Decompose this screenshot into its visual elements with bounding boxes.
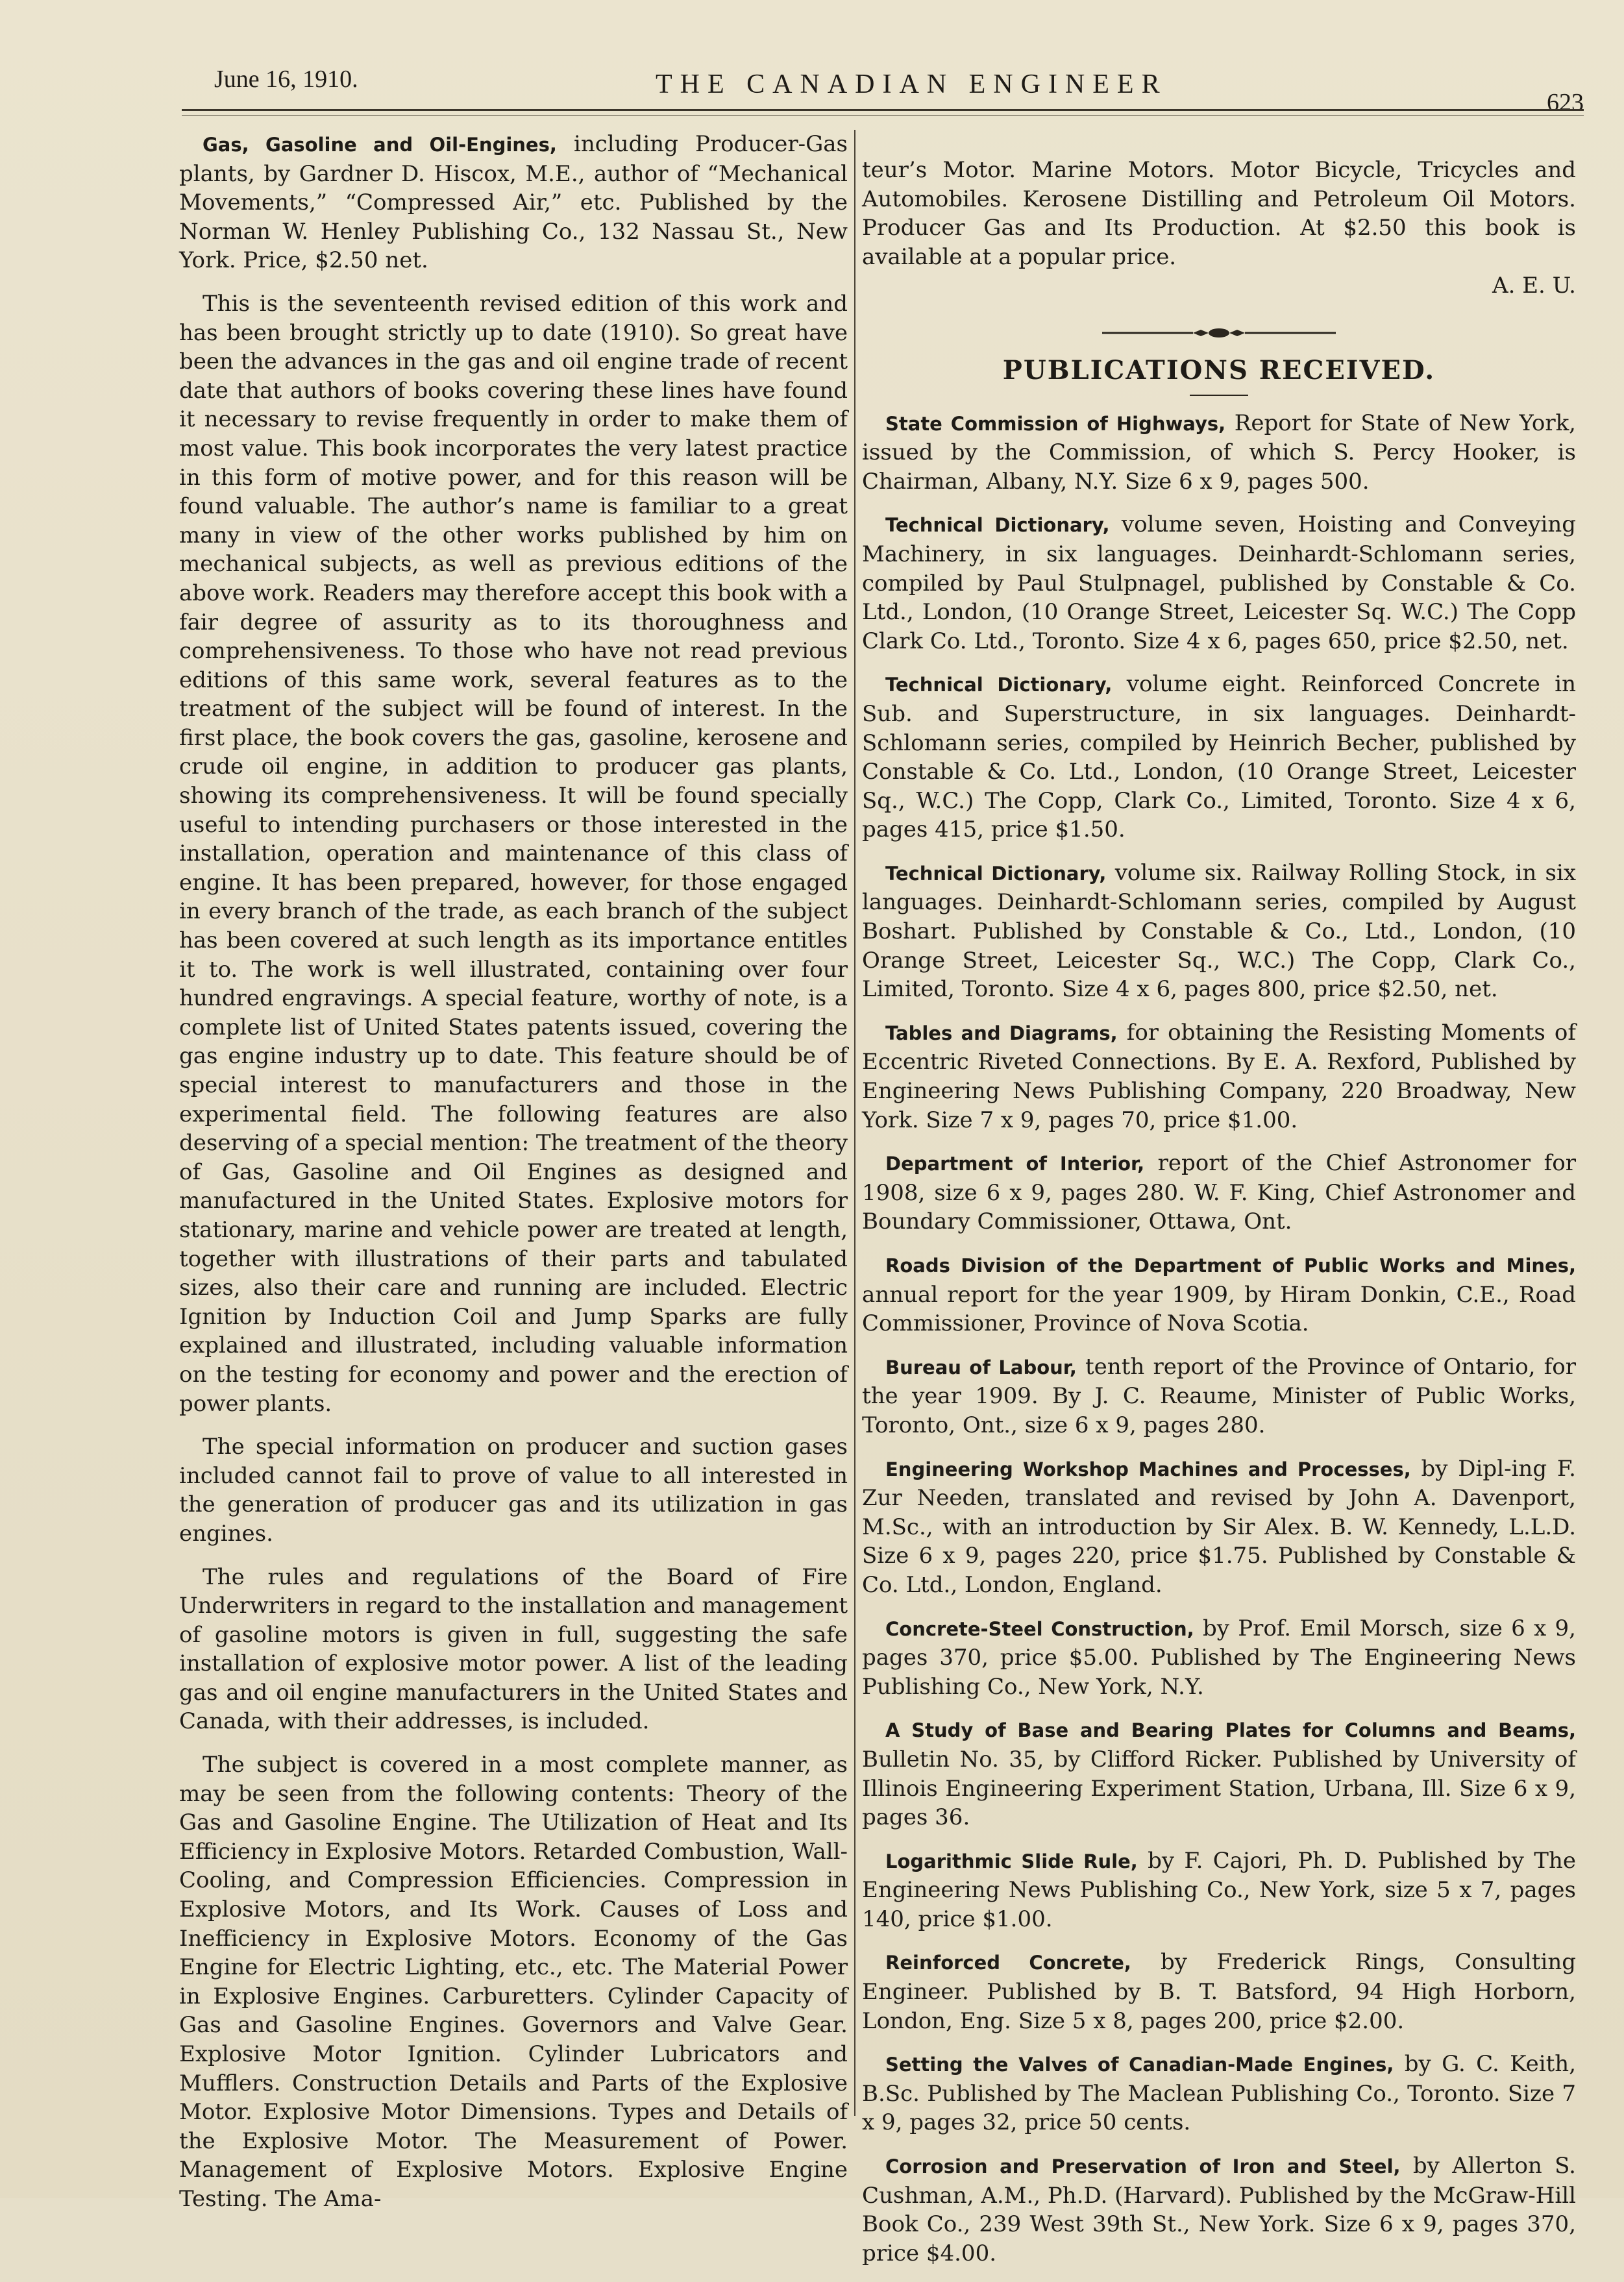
publication-entry xyxy=(862,1846,1576,1934)
publication-text: report of the Chief Astronomer for 1908, size 6 x 9, pages 280. W. F. King, Chief Astronomer and Boundary Commissioner, Ottawa, Ont. xyxy=(862,1150,1576,1235)
review-continuation: teur’s Motor. Marine Motors. Motor Bicycle, Tricycles and Automobiles. Kerosene Distilling and Petroleum Oil Motors. Producer Gas and Its Production. At $2.50 this book is available at a popular price. xyxy=(862,157,1576,270)
right-column xyxy=(862,156,1576,2282)
publication-heading: A Study of Base and Bearing Plates for Columns and Beams, xyxy=(885,1719,1576,1742)
publication-entry xyxy=(862,1251,1576,1338)
publication-text: Bulletin No. 35, by Clifford Ricker. Published by University of Illinois Engineering Experiment Station, Urbana, Ill. Size 6 x 9, pages 36. xyxy=(862,1746,1576,1831)
publication-entry xyxy=(862,2050,1576,2137)
publication-entry xyxy=(862,1715,1576,1832)
publication-entry xyxy=(862,1149,1576,1236)
publication-text: by Frederick Rings, Consulting Engineer. Published by B. T. Batsford, 94 High Horborn, London, Eng. Size 5 x 8, pages 200, price $2.00. xyxy=(862,1949,1576,2034)
publication-heading: Roads Division of the Department of Public Works and Mines, xyxy=(885,1255,1576,1277)
page-header xyxy=(214,60,1584,116)
publication-heading: Setting the Valves of Canadian-Made Engines, xyxy=(885,2054,1394,2076)
issue-date: June 16, 1910. xyxy=(214,66,358,93)
publication-heading: Tables and Diagrams, xyxy=(885,1022,1118,1044)
review-signature: A. E. U. xyxy=(1492,273,1576,299)
publication-entry xyxy=(862,859,1576,1004)
review-paragraph-1: This is the seventeenth revised edition of this work and has been brought strictly up to date (1910). So great have been the advances in the gas and oil engine trade of recent date that authors of books covering these lines have found it necessary to revise frequently in order to make them of most value. This book incorporates the very latest practice in this form of motive power, and for this reason will be found valuable. The author’s name is familiar to a great many in view of the other works published by him on mechanical subjects, as well as previous editions of the above work. Readers may therefore accept this book with a fair degree of assurity as to its thoroughness and comprehensiveness. To those who have not read previous editions of this same work, several features as to the treatment of the subject will be found of interest. In the first place, the book covers the gas, gasoline, kerosene and crude oil engine, in addition to producer gas plants, showing its comprehensiveness. It will be found specially useful to intending purchasers or those interested in the installation, operation and maintenance of this class of engine. It has been prepared, however, for those engaged in every branch of the trade, as each branch of the subject has been covered at such length as its importance entitles it to. The work is well illustrated, containing over four hundred engravings. A special feature, worthy of note, is a complete list of United States patents issued, covering the gas engine industry up to date. This feature should be of special interest to manufacturers and those in the experimental field. The following features are also deserving of a special mention: The treatment of the theory of Gas, Gasoline and Oil Engines as designed and manufactured in the United States. Explosive motors for stationary, marine and vehicle power are treated at length, together with illustrations of their parts and tabulated sizes, also their care and running are included. Electric Ignition by Induction Coil and Jump Sparks are fully explained and illustrated, including valuable information on the testing for economy and power and the erection of power plants. xyxy=(179,290,848,1417)
publication-text: volume seven, Hoisting and Conveying Machinery, in six languages. Deinhardt-Schlomann series, compiled by Paul Stulpnagel, published by Constable & Co. Ltd., London, (10 Orange Street, Leicester Sq. W.C.) The Copp Clark Co. Ltd., Toronto. Size 4 x 6, pages 650, price $2.50, net. xyxy=(862,511,1576,654)
publication-entry xyxy=(862,1353,1576,1440)
publication-text: by Dipl-ing F. Zur Needen, translated and revised by John A. Davenport, M.Sc., with an introduction by Sir Alex. B. W. Kennedy, L.L.D. Size 6 x 9, pages 220, price $1.75. Published by Constable & Co. Ltd., London, England. xyxy=(862,1455,1576,1598)
section-title: PUBLICATIONS RECEIVED. xyxy=(1002,354,1436,386)
column-divider xyxy=(854,130,855,2116)
publication-entry xyxy=(862,1614,1576,1702)
publication-heading: Concrete-Steel Construction, xyxy=(885,1617,1194,1640)
publication-heading: Technical Dictionary, xyxy=(885,674,1113,696)
publication-heading: Bureau of Labour, xyxy=(885,1356,1077,1379)
publication-heading: Logarithmic Slide Rule, xyxy=(885,1850,1138,1872)
review-paragraph-2: The special information on producer and suction gases included cannot fail to prove of value to all interested in the generation of producer gas and its utilization in gas engines. xyxy=(179,1434,848,1547)
publication-text: by Allerton S. Cushman, A.M., Ph.D. (Harvard). Published by the McGraw-Hill Book Co., 239 West 39th St., New York. Size 6 x 9, pages 370, price $4.00. xyxy=(862,2153,1576,2266)
review-paragraph-4: The subject is covered in a most complete manner, as may be seen from the following contents: Theory of the Gas and Gasoline Engine. The Utilization of Heat and Its Efficiency in Explosive Motors. Retarded Combustion, Wall-Cooling, and Compression Efficiencies. Compression in Explosive Motors, and Its Work. Causes of Loss and Inefficiency in Explosive Motors. Economy of the Gas Engine for Electric Lighting, etc., etc. The Material Power in Explosive Engines. Carburetters. Cylinder Capacity of Gas and Gasoline Engines. Governors and Valve Gear. Explosive Motor Ignition. Cylinder Lubricators and Mufflers. Construction Details and Parts of the Explosive Motor. Explosive Motor Dimensions. Types and Details of the Explosive Motor. The Measurement of Power. Management of Explosive Motors. Explosive Engine Testing. The Ama- xyxy=(179,1752,848,2212)
publication-text: Report for State of New York, issued by the Commission, of which S. Percy Hooker, is Chairman, Albany, N.Y. Size 6 x 9, pages 500. xyxy=(862,410,1576,495)
publication-heading: Department of Interior, xyxy=(885,1153,1145,1175)
publication-text: by G. C. Keith, B.Sc. Published by The Maclean Publishing Co., Toronto. Size 7 x 9, pages 32, price 50 cents. xyxy=(862,2051,1576,2136)
publication-heading: Technical Dictionary, xyxy=(885,514,1110,537)
publication-entry xyxy=(862,670,1576,844)
review-heading-rest: including Producer-Gas plants, by Gardner D. Hiscox, M.E., author of “Mechanical Movements,” “Compressed Air,” etc. Published by the Norman W. Henley Publishing Co., 132 Nassau St., New York. Price, $2.50 net. xyxy=(179,131,848,274)
publication-heading: Engineering Workshop Machines and Processes, xyxy=(885,1458,1411,1480)
publication-text: volume eight. Reinforced Concrete in Sub. and Superstructure, in six languages. Deinhardt-Schlomann series, compiled by Heinrich Becher, published by Constable & Co. Ltd., London, (10 Orange Street, Leicester Sq., W.C.) The Copp, Clark Co., Limited, Toronto. Size 4 x 6, pages 415, price $1.50. xyxy=(862,671,1576,843)
publication-text: by Prof. Emil Morsch, size 6 x 9, pages 370, price $5.00. Published by The Engineering News Publishing Co., New York, N.Y. xyxy=(862,1615,1576,1700)
ornament-rule xyxy=(1102,326,1336,339)
publication-text: volume six. Railway Rolling Stock, in six languages. Deinhardt-Schlomann series, compiled by August Boshart. Published by Constable & Co., Ltd., London, (10 Orange Street, Leicester Sq., W.C.) The Copp, Clark Co., Limited, Toronto. Size 4 x 6, pages 800, price $2.50, net. xyxy=(862,859,1577,1003)
publication-entry xyxy=(862,2152,1576,2268)
publication-heading: State Commission of Highways, xyxy=(885,412,1226,435)
publication-text: by F. Cajori, Ph. D. Published by The Engineering News Publishing Co., New York, size 5 x 7, pages 140, price $1.00. xyxy=(862,1847,1576,1932)
review-paragraph-3: The rules and regulations of the Board of Fire Underwriters in regard to the installation and management of gasoline motors is given in full, suggesting the safe installation of explosive motor power. A list of the leading gas and oil engine manufacturers in the United States and Canada, with their addresses, is included. xyxy=(179,1564,848,1735)
review-intro xyxy=(179,130,848,275)
header-rule xyxy=(182,109,1584,111)
page-number: 623 xyxy=(1547,89,1584,116)
publication-heading: Corrosion and Preservation of Iron and Steel, xyxy=(885,2155,1401,2178)
publication-text: tenth report of the Province of Ontario, for the year 1909. By J. C. Reaume, Minister of Public Works, Toronto, Ont., size 6 x 9, pages 280. xyxy=(862,1353,1576,1438)
section-title-rule xyxy=(1190,395,1248,396)
left-column xyxy=(179,130,848,2214)
publication-entry xyxy=(862,510,1576,656)
review-heading: Gas, Gasoline and Oil-Engines, xyxy=(203,134,557,156)
publication-entry xyxy=(862,409,1576,497)
publication-heading: Technical Dictionary, xyxy=(885,862,1107,885)
publication-entry xyxy=(862,1454,1576,1600)
publication-text: annual report for the year 1909, by Hiram Donkin, C.E., Road Commissioner, Province of Nova Scotia. xyxy=(862,1281,1576,1337)
publication-text: for obtaining the Resisting Moments of Eccentric Riveted Connections. By E. A. Rexford, Published by Engineering News Publishing Company, 220 Broadway, New York. Size 7 x 9, pages 70, price $1.00. xyxy=(862,1019,1576,1133)
publications-list xyxy=(862,409,1576,2268)
publication-entry xyxy=(862,1018,1576,1135)
publication-entry xyxy=(862,1948,1576,2035)
publication-heading: Reinforced Concrete, xyxy=(885,1952,1131,1974)
journal-title: THE CANADIAN ENGINEER xyxy=(656,69,1168,99)
